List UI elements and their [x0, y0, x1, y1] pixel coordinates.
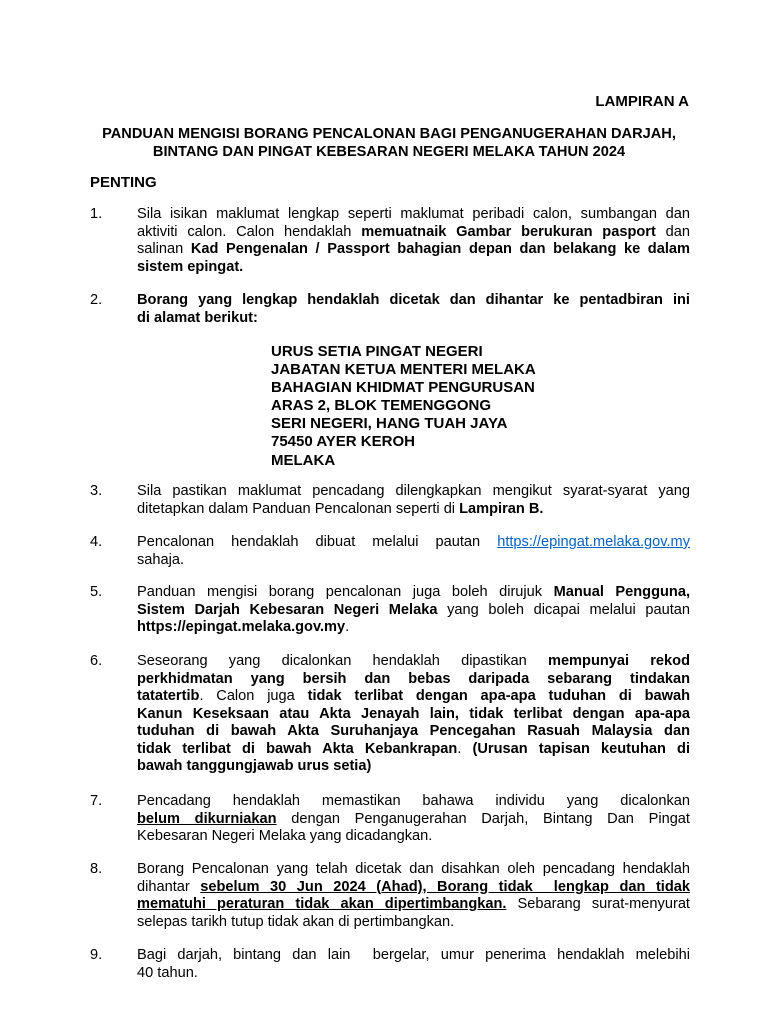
text-line: Sila isikan maklumat lengkap seperti maklumat peribadi calon, sumbangan dan [137, 206, 690, 222]
text-line: Bagi darjah, bintang dan lain bergelar, umur penerima hendaklah melebihi [137, 947, 690, 963]
text-line: bawah tanggungjawab urus setia) [137, 758, 372, 774]
document-title [80, 125, 698, 161]
list-item-7 [137, 793, 690, 846]
item-number: 9. [90, 947, 103, 963]
mailing-address [271, 343, 536, 470]
text-line: sistem epingat. [137, 258, 244, 275]
list-item-4 [137, 534, 690, 569]
address-line: URUS SETIA PINGAT NEGERI [271, 343, 483, 360]
text-line: Borang yang lengkap hendaklah dicetak dan dihantar ke pentadbiran ini [137, 292, 690, 308]
text-line: Borang Pencalonan yang telah dicetak dan disahkan oleh pencadang hendaklah [137, 861, 690, 877]
item-number: 4. [90, 534, 103, 550]
text-line: tatatertib. Calon juga tidak terlibat dengan apa-apa tuduhan di bawah [137, 688, 690, 704]
list-item-5 [137, 584, 690, 637]
text-line: sahaja. [137, 551, 185, 568]
address-line: ARAS 2, BLOK TEMENGGONG [271, 397, 492, 415]
text-line: 40 tahun. [137, 964, 198, 981]
item-number: 3. [90, 483, 103, 499]
text-line: Kebesaran Negeri Melaka yang dicadangkan. [137, 828, 433, 844]
text-line: selepas tarikh tutup tidak akan di pertimbangkan. [137, 913, 455, 930]
item-number: 2. [90, 292, 103, 308]
text-line: Seseorang yang dicalonkan hendaklah dipastikan mempunyai rekod [137, 653, 690, 669]
text-line: tuduhan di bawah Akta Suruhanjaya Pencegahan Rasuah Malaysia dan [137, 723, 690, 739]
address-line: BAHAGIAN KHIDMAT PENGURUSAN [271, 379, 535, 397]
text-line: dihantar sebelum 30 Jun 2024 (Ahad), Borang tidak lengkap dan tidak [137, 878, 691, 895]
text-line: Pencalonan hendaklah dibuat melalui pautan https://epingat.melaka.gov.my [137, 534, 690, 550]
title-line-1: PANDUAN MENGISI BORANG PENCALONAN BAGI PENGANUGERAHAN DARJAH, [102, 126, 676, 142]
text-line: Sistem Darjah Kebesaran Negeri Melaka yang boleh dicapai melalui pautan [137, 601, 690, 618]
list-item-1 [137, 206, 690, 276]
item-number: 8. [90, 861, 103, 877]
text-line: ditetapkan dalam Panduan Pencalonan seperti di Lampiran B. [137, 500, 544, 517]
text-line: Sila pastikan maklumat pencadang dilengkapkan mengikut syarat-syarat yang [137, 483, 690, 499]
text-line: belum dikurniakan dengan Penganugerahan Darjah, Bintang Dan Pingat [137, 810, 690, 827]
item-number: 1. [90, 206, 103, 222]
list-item-3 [137, 483, 690, 518]
section-heading-penting: PENTING [90, 174, 157, 191]
item-number: 6. [90, 653, 103, 669]
text-line: Kanun Keseksaan atau Akta Jenayah lain, tidak terlibat dengan apa-apa [137, 705, 690, 722]
text-line: https://epingat.melaka.gov.my. [137, 619, 350, 635]
list-item-8 [137, 861, 690, 931]
text-line: aktiviti calon. Calon hendaklah memuatnaik Gambar berukuran pasport dan [137, 223, 690, 240]
text-line: tidak terlibat di bawah Akta Kebankrapan. (Urusan tapisan keutuhan di [137, 740, 691, 757]
address-line: 75450 AYER KEROH [271, 433, 415, 451]
appendix-label: LAMPIRAN A [595, 93, 689, 110]
address-line: JABATAN KETUA MENTERI MELAKA [271, 361, 536, 379]
item-number: 5. [90, 584, 103, 600]
list-item-2 [137, 292, 690, 327]
item-number: 7. [90, 793, 103, 809]
address-line: SERI NEGERI, HANG TUAH JAYA [271, 415, 508, 433]
text-line: Panduan mengisi borang pencalonan juga boleh dirujuk Manual Pengguna, [137, 584, 691, 600]
text-line: perkhidmatan yang bersih dan bebas daripada sebarang tindakan [137, 670, 690, 687]
list-item-9 [137, 947, 690, 982]
text-line: di alamat berikut: [137, 309, 258, 326]
text-line: salinan Kad Pengenalan / Passport bahagian depan dan belakang ke dalam [137, 241, 690, 257]
text-line: Pencadang hendaklah memastikan bahawa individu yang dicalonkan [137, 793, 690, 809]
address-line: MELAKA [271, 451, 336, 469]
epingat-link[interactable]: https://epingat.melaka.gov.my [497, 534, 690, 550]
text-line: mematuhi peraturan tidak akan dipertimbangkan. Sebarang surat-menyurat [137, 896, 690, 912]
manual-url-text: https://epingat.melaka.gov.my [137, 619, 346, 635]
list-item-6 [137, 653, 690, 776]
title-line-2: BINTANG DAN PINGAT KEBESARAN NEGERI MELAKA TAHUN 2024 [152, 144, 626, 160]
